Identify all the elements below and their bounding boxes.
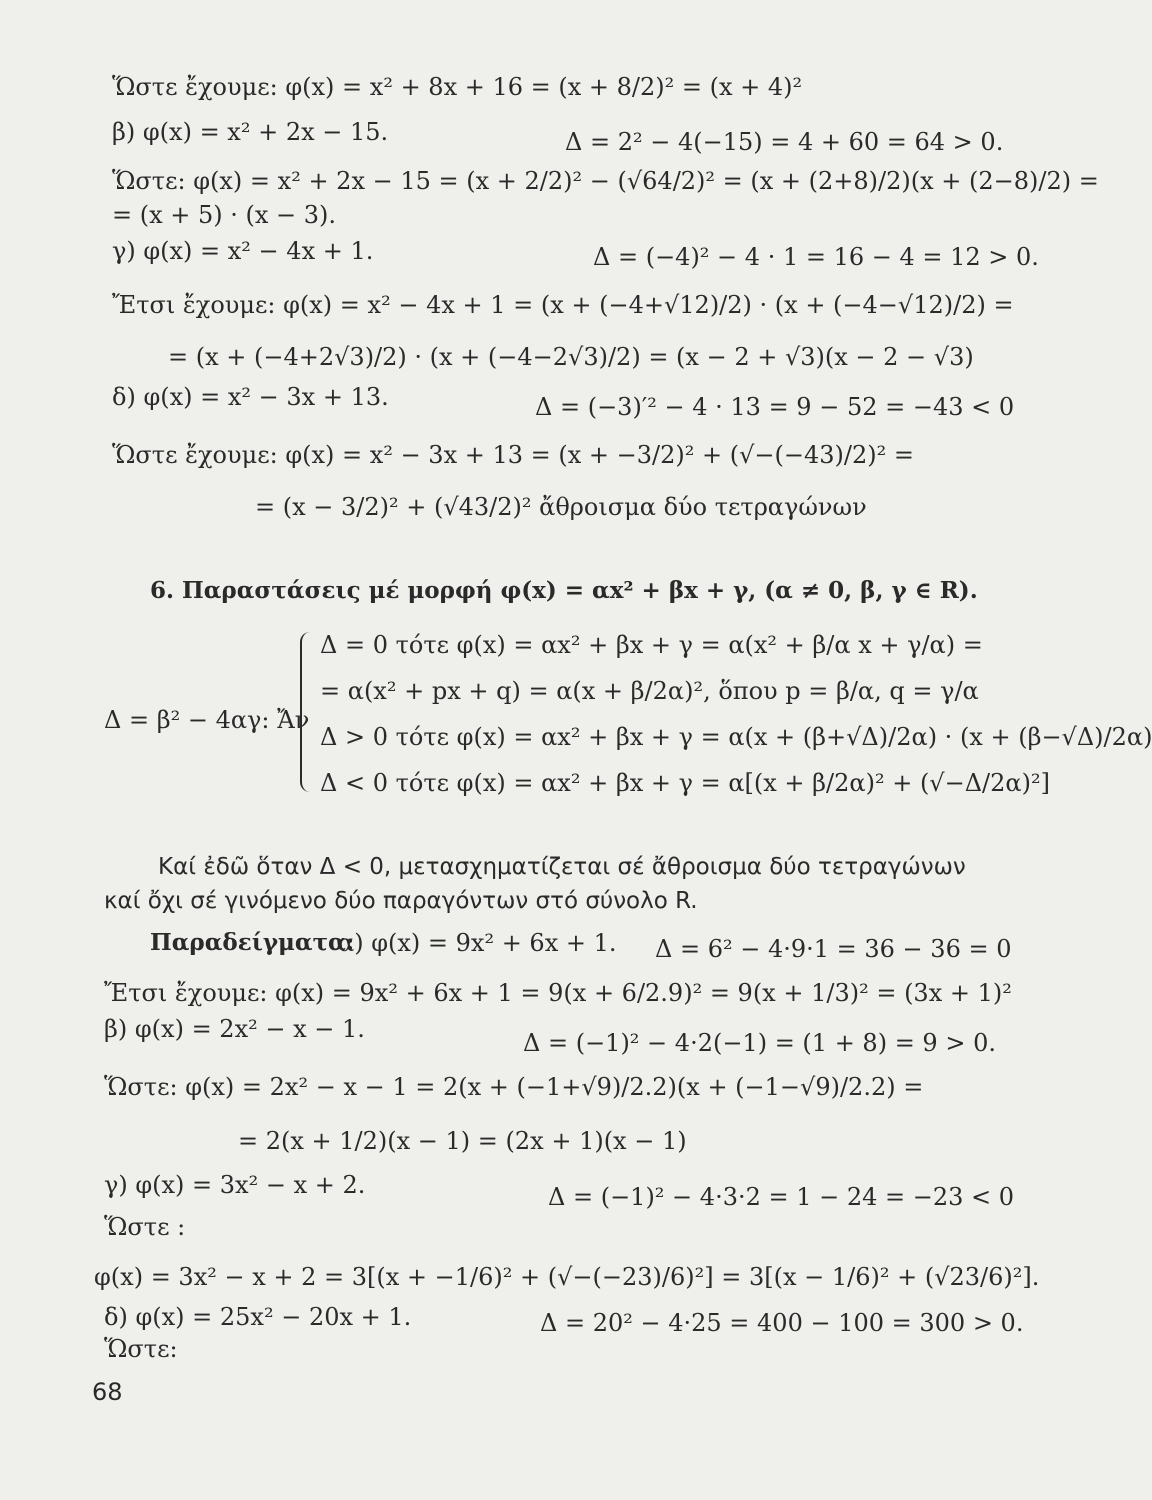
- text-line: Δ = 2² − 4(−15) = 4 + 60 = 64 > 0.: [565, 128, 1004, 156]
- text-line: α) φ(x) = 9x² + 6x + 1.: [338, 929, 617, 957]
- text-line: β) φ(x) = 2x² − x − 1.: [104, 1015, 365, 1043]
- text-line: Ὥστε: φ(x) = x² + 2x − 15 = (x + 2/2)² − (√64/2)² = (x + (2+8)/2)(x + (2−8)/2) =: [112, 167, 1099, 195]
- text-line: = (x − 3/2)² + (√43/2)² ἄθροισμα δύο τετραγώνων: [255, 493, 867, 521]
- text-line: Δ = (−3)′² − 4 · 13 = 9 − 52 = −43 < 0: [535, 393, 1015, 421]
- text-line: Καί ἐδῶ ὅταν Δ < 0, μετασχηματίζεται σέ ἄθροισμα δύο τετραγώνων: [158, 854, 966, 880]
- text-line: Δ < 0 τότε φ(x) = αx² + βx + γ = α[(x + β/2α)² + (√−Δ/2α)²]: [320, 769, 1050, 797]
- text-line: Δ = 0 τότε φ(x) = αx² + βx + γ = α(x² + β/α x + γ/α) =: [320, 631, 983, 659]
- text-line: = (x + (−4+2√3)/2) · (x + (−4−2√3)/2) = (x − 2 + √3)(x − 2 − √3): [168, 343, 974, 371]
- text-line: δ) φ(x) = x² − 3x + 13.: [112, 383, 389, 411]
- text-line: Ὥστε ἔχουμε: φ(x) = x² + 8x + 16 = (x + 8/2)² = (x + 4)²: [112, 73, 803, 101]
- text-line: Δ = (−1)² − 4·2(−1) = (1 + 8) = 9 > 0.: [523, 1029, 996, 1057]
- page-number: 68: [92, 1378, 123, 1406]
- text-line: Ὥστε: φ(x) = 2x² − x − 1 = 2(x + (−1+√9)/2.2)(x + (−1−√9)/2.2) =: [104, 1073, 924, 1101]
- text-line: = α(x² + px + q) = α(x + β/2α)², ὅπου p = β/α, q = γ/α: [320, 677, 979, 705]
- text-line: Δ = (−1)² − 4·3·2 = 1 − 24 = −23 < 0: [548, 1183, 1015, 1211]
- text-line: Δ = 20² − 4·25 = 400 − 100 = 300 > 0.: [540, 1309, 1024, 1337]
- text-line: = (x + 5) · (x − 3).: [112, 201, 337, 229]
- examples-heading: Παραδείγματα:: [150, 929, 355, 956]
- text-line: καί ὄχι σέ γινόμενο δύο παραγόντων στό σύνολο R.: [104, 888, 698, 914]
- text-line: γ) φ(x) = 3x² − x + 2.: [104, 1171, 366, 1199]
- text-line: Ὥστε ἔχουμε: φ(x) = x² − 3x + 13 = (x + −3/2)² + (√−(−43)/2)² =: [112, 441, 914, 469]
- text-line: δ) φ(x) = 25x² − 20x + 1.: [104, 1303, 412, 1331]
- text-line: Δ = β² − 4αγ: Ἄν: [104, 706, 310, 734]
- text-line: β) φ(x) = x² + 2x − 15.: [112, 118, 389, 146]
- text-line: γ) φ(x) = x² − 4x + 1.: [112, 237, 374, 265]
- text-line: Ὥστε:: [104, 1335, 178, 1363]
- text-line: Ἔτσι ἔχουμε: φ(x) = x² − 4x + 1 = (x + (−4+√12)/2) · (x + (−4−√12)/2) =: [112, 291, 1014, 319]
- text-line: φ(x) = 3x² − x + 2 = 3[(x + −1/6)² + (√−(−23)/6)²] = 3[(x − 1/6)² + (√23/6)²].: [94, 1263, 1040, 1291]
- text-line: = 2(x + 1/2)(x − 1) = (2x + 1)(x − 1): [238, 1127, 687, 1155]
- text-line: Ἔτσι ἔχουμε: φ(x) = 9x² + 6x + 1 = 9(x + 6/2.9)² = 9(x + 1/3)² = (3x + 1)²: [104, 979, 1012, 1007]
- text-line: Δ > 0 τότε φ(x) = αx² + βx + γ = α(x + (β+√Δ)/2α) · (x + (β−√Δ)/2α): [320, 723, 1152, 751]
- text-line: Δ = (−4)² − 4 · 1 = 16 − 4 = 12 > 0.: [593, 243, 1039, 271]
- section-heading: 6. Παραστάσεις μέ μορφή φ(x) = αx² + βx + γ, (α ≠ 0, β, γ ∈ R).: [150, 577, 978, 604]
- text-line: Ὥστε :: [104, 1213, 186, 1241]
- text-line: Δ = 6² − 4·9·1 = 36 − 36 = 0: [655, 935, 1012, 963]
